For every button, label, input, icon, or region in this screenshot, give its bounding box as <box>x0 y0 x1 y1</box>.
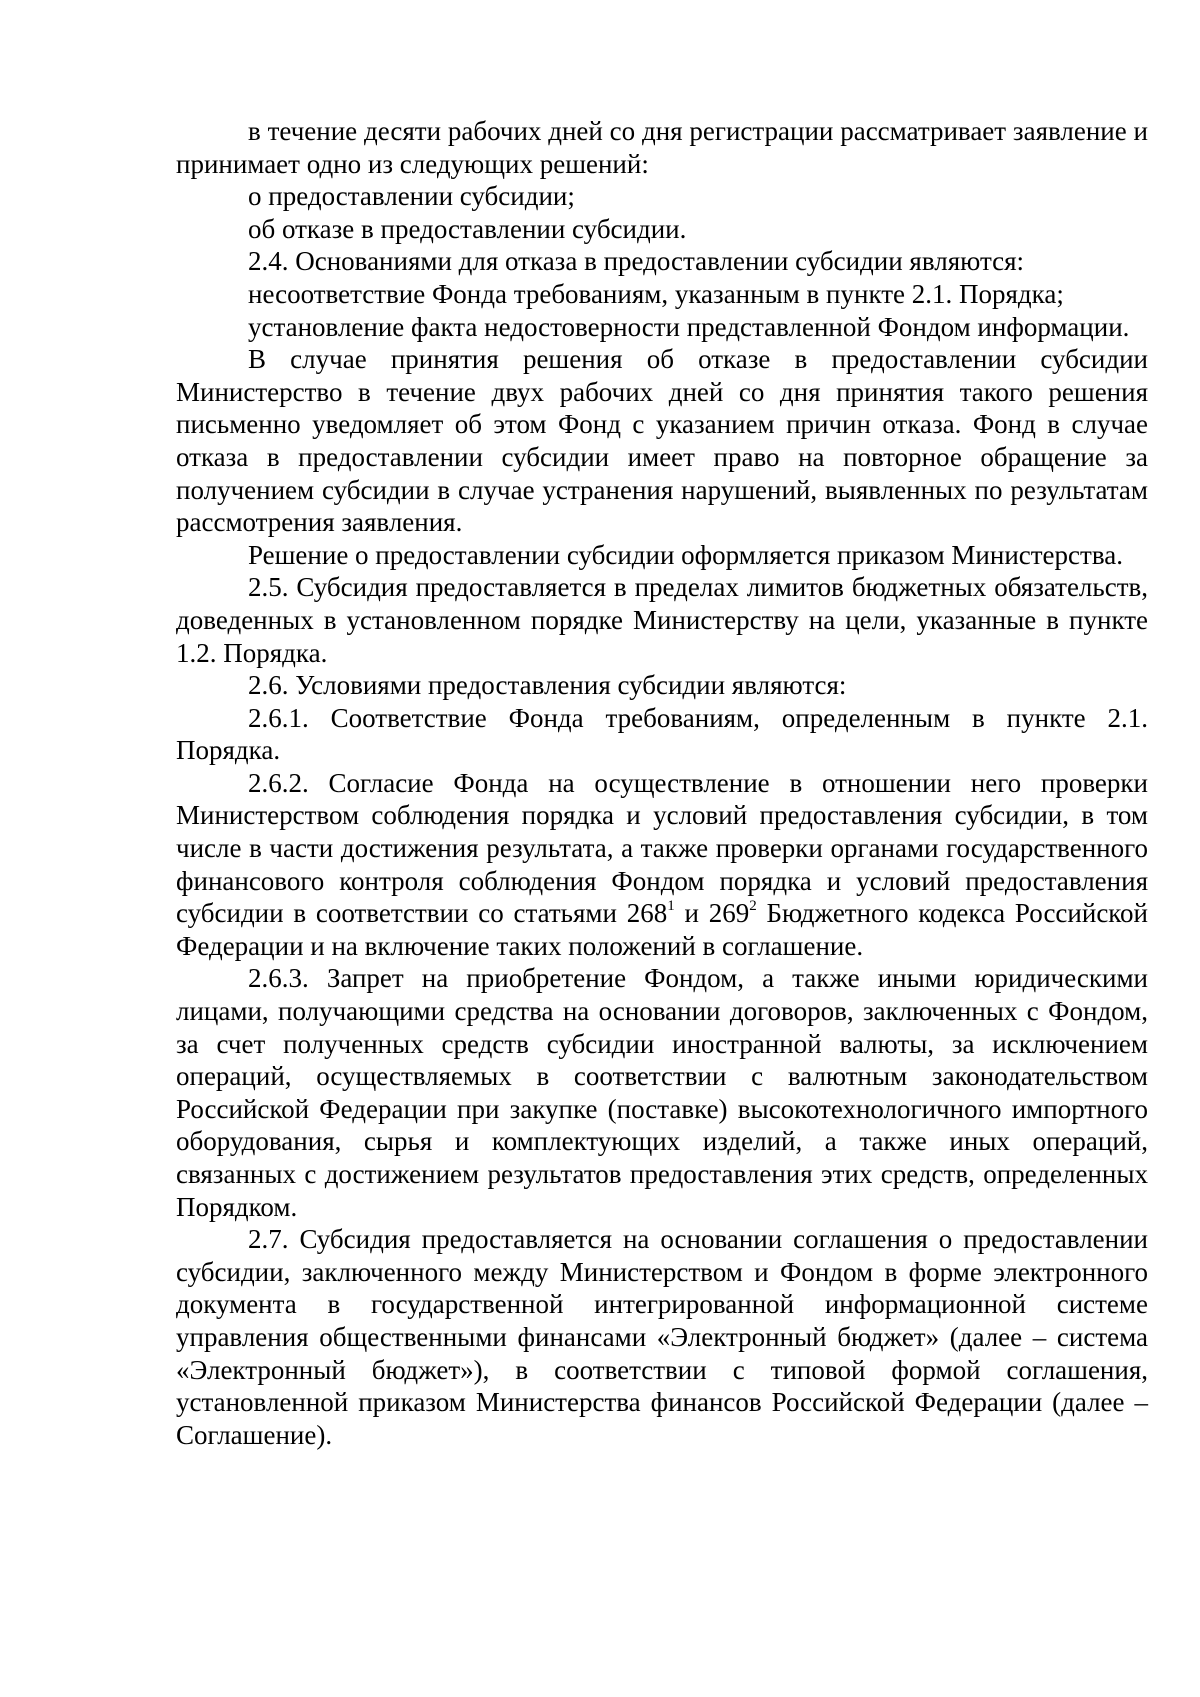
paragraph-2-6-2-text-c: Бюджетного кодекса Российской Федерации и на включение таких положений в соглашение. <box>176 898 1148 961</box>
paragraph-review-term: в течение десяти рабочих дней со дня регистрации рассматривает заявление и принимает одно из следующих решений: <box>176 116 1148 179</box>
paragraph-refusal-ground-2: установление факта недостоверности представленной Фондом информации. <box>248 311 1130 342</box>
paragraph-2-4: 2.4. Основаниями для отказа в предоставлении субсидии являются: <box>248 246 1024 277</box>
paragraph-2-6-2 <box>176 767 1148 963</box>
paragraph-2-6: 2.6. Условиями предоставления субсидии являются: <box>248 670 847 701</box>
paragraph-2-5: 2.5. Субсидия предоставляется в пределах лимитов бюджетных обязательств, доведенных в установленном порядке Министерству на цели, указанные в пункте 1.2. Порядка. <box>176 572 1148 668</box>
paragraph-refusal-ground-1: несоответствие Фонда требованиям, указанным в пункте 2.1. Порядка; <box>248 278 1064 309</box>
paragraph-2-6-3: 2.6.3. Запрет на приобретение Фондом, а также иными юридическими лицами, получающими средства на основании договоров, заключенных с Фондом, за счет полученных средств субсидии иностранной валюты, за исключением операций, осуществляемых в соответствии с валютным законодательством Российской Федерации при закупке (поставке) высокотехнологичного импортного оборудования, сырья и комплектующих изделий, а также иных операций, связанных с достижением результатов предоставления этих средств, определенных Порядком. <box>176 963 1148 1222</box>
superscript-2: 2 <box>749 898 757 915</box>
paragraph-2-6-2-text-a: 2.6.2. Согласие Фонда на осуществление в отношении него проверки Министерством соблюдения порядка и условий предоставления субсидии, в том числе в части достижения результата, а также проверки органами государственного финансового контроля соблюдения Фондом порядка и условий предоставления субсидии в соответствии со статьями 268 <box>176 767 1148 929</box>
paragraph-decision-grant: о предоставлении субсидии; <box>248 181 575 212</box>
paragraph-2-7: 2.7. Субсидия предоставляется на основании соглашения о предоставлении субсидии, заключенного между Министерством и Фондом в форме электронного документа в государственной интегрированной информационной системе управления общественными финансами «Электронный бюджет» (далее – система «Электронный бюджет»), в соответствии с типовой формой соглашения, установленной приказом Министерства финансов Российской Федерации (далее – Соглашение). <box>176 1224 1148 1450</box>
paragraph-refusal-notice: В случае принятия решения об отказе в предоставлении субсидии Министерство в течение двух рабочих дней со дня принятия такого решения письменно уведомляет об этом Фонд с указанием причин отказа. Фонд в случае отказа в предоставлении субсидии имеет право на повторное обращение за получением субсидии в случае устранения нарушений, выявленных по результатам рассмотрения заявления. <box>176 344 1148 538</box>
paragraph-decision-refusal: об отказе в предоставлении субсидии. <box>248 213 687 244</box>
paragraph-decision-order: Решение о предоставлении субсидии оформляется приказом Министерства. <box>248 539 1123 570</box>
document-page <box>176 115 1148 1451</box>
paragraph-2-6-1: 2.6.1. Соответствие Фонда требованиям, определенным в пункте 2.1. Порядка. <box>176 702 1148 766</box>
paragraph-2-6-2-text-b: и 269 <box>674 898 750 929</box>
superscript-1: 1 <box>667 898 675 915</box>
